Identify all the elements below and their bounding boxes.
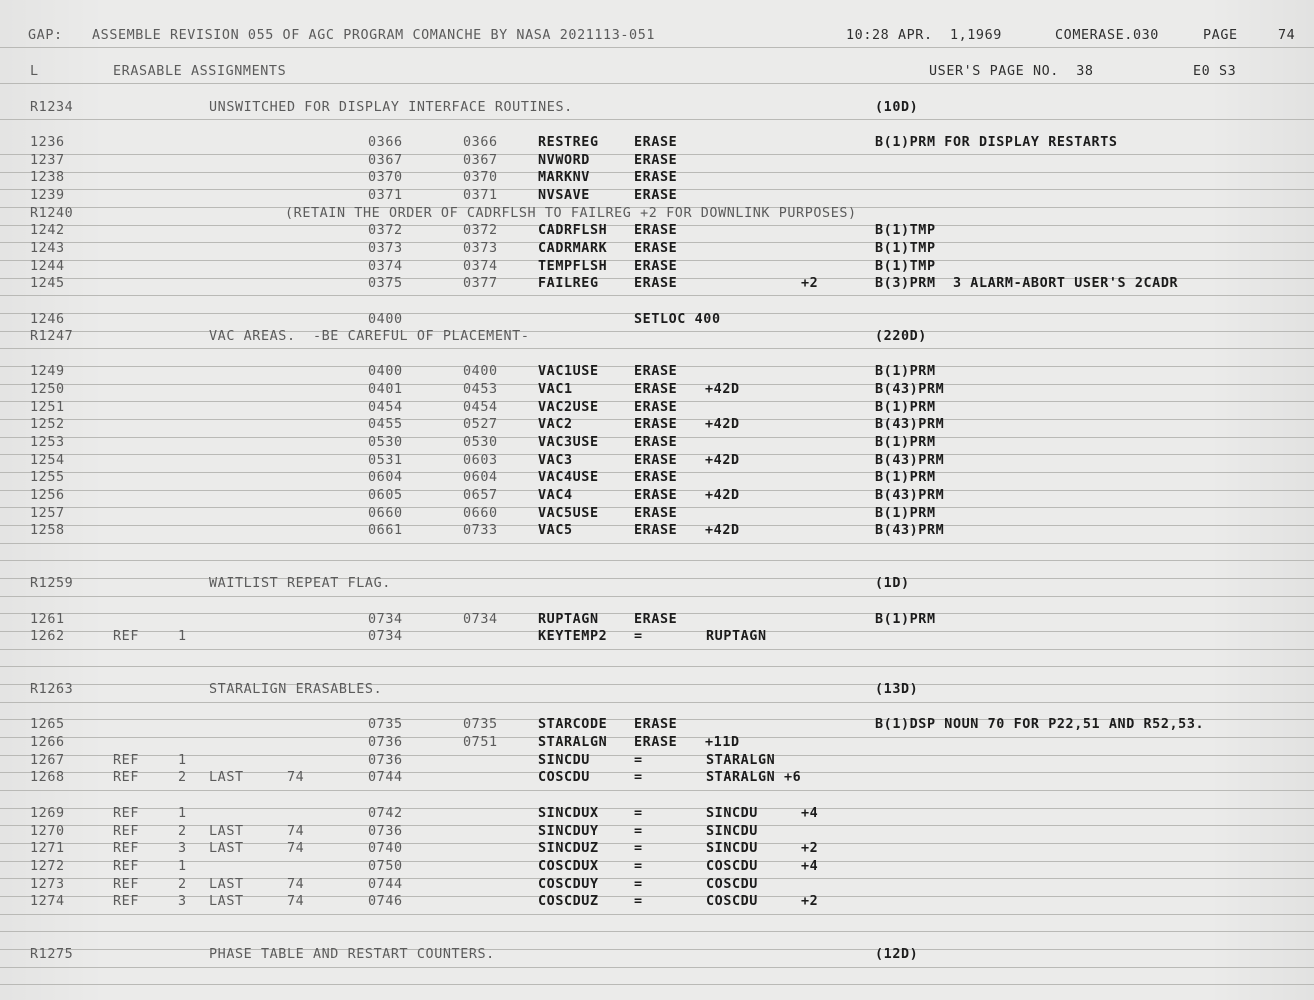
address: 0604 bbox=[368, 470, 403, 485]
last-page: 74 bbox=[287, 841, 305, 856]
end-address: 0604 bbox=[463, 470, 498, 485]
symbol: SINCDUZ bbox=[538, 841, 599, 856]
opcode: ERASE bbox=[634, 382, 678, 397]
end-address: 0734 bbox=[463, 612, 498, 627]
remarks: (12D) bbox=[875, 947, 919, 962]
symbol: COSCDUY bbox=[538, 877, 599, 892]
address: 0375 bbox=[368, 276, 403, 291]
address: 0750 bbox=[368, 859, 403, 874]
listing-line bbox=[0, 522, 1314, 540]
user-page: USER'S PAGE NO. 38 bbox=[929, 64, 1094, 79]
symbol: VAC3USE bbox=[538, 435, 599, 450]
end-address: 0527 bbox=[463, 417, 498, 432]
ruled-line bbox=[0, 984, 1314, 985]
listing-line bbox=[0, 805, 1314, 823]
opcode: ERASE bbox=[634, 259, 678, 274]
symbol: COSCDUZ bbox=[538, 894, 599, 909]
ref-count: 1 bbox=[178, 753, 187, 768]
operand: +42D bbox=[705, 453, 740, 468]
sequence-number: 1250 bbox=[30, 382, 65, 397]
listing-line bbox=[0, 258, 1314, 276]
section-comment: STARALIGN ERASABLES. bbox=[209, 682, 383, 697]
address: 0744 bbox=[368, 877, 403, 892]
opcode: ERASE bbox=[634, 470, 678, 485]
ref-count: 3 bbox=[178, 841, 187, 856]
offset: +2 bbox=[801, 894, 819, 909]
symbol: VAC5 bbox=[538, 523, 573, 538]
sequence-number: R1263 bbox=[30, 682, 74, 697]
end-address: 0373 bbox=[463, 241, 498, 256]
sequence-number: 1238 bbox=[30, 170, 65, 185]
remarks: (10D) bbox=[875, 100, 919, 115]
opcode: ERASE bbox=[634, 276, 678, 291]
opcode: = bbox=[634, 753, 643, 768]
remarks: B(43)PRM bbox=[875, 417, 945, 432]
operand: +42D bbox=[705, 488, 740, 503]
operand: +42D bbox=[705, 417, 740, 432]
operand: COSCDU bbox=[706, 877, 758, 892]
opcode: = bbox=[634, 859, 643, 874]
remarks: B(3)PRM 3 ALARM-ABORT USER'S 2CADR bbox=[875, 276, 1179, 291]
assembly-title: ASSEMBLE REVISION 055 OF AGC PROGRAM COMANCHE BY NASA 2021113-051 bbox=[92, 28, 656, 43]
end-address: 0400 bbox=[463, 364, 498, 379]
sequence-number: 1239 bbox=[30, 188, 65, 203]
listing-line bbox=[0, 452, 1314, 470]
address: 0740 bbox=[368, 841, 403, 856]
end-address: 0370 bbox=[463, 170, 498, 185]
sequence-number: 1269 bbox=[30, 806, 65, 821]
listing-line bbox=[0, 611, 1314, 629]
sequence-number: 1265 bbox=[30, 717, 65, 732]
offset: +4 bbox=[801, 806, 819, 821]
page-number: 74 bbox=[1278, 28, 1296, 43]
ref-count: 2 bbox=[178, 824, 187, 839]
ref-label: REF bbox=[113, 894, 139, 909]
symbol: COSCDU bbox=[538, 770, 590, 785]
last-label: LAST bbox=[209, 824, 244, 839]
ruled-line bbox=[0, 119, 1314, 120]
remarks: B(1)PRM bbox=[875, 435, 936, 450]
symbol: CADRMARK bbox=[538, 241, 608, 256]
end-address: 0657 bbox=[463, 488, 498, 503]
symbol: KEYTEMP2 bbox=[538, 629, 608, 644]
offset: +2 bbox=[801, 276, 819, 291]
sequence-number: R1247 bbox=[30, 329, 74, 344]
ruled-line bbox=[0, 967, 1314, 968]
sequence-number: 1255 bbox=[30, 470, 65, 485]
symbol: RESTREG bbox=[538, 135, 599, 150]
sequence-number: 1246 bbox=[30, 312, 65, 327]
ref-label: REF bbox=[113, 770, 139, 785]
address: 0401 bbox=[368, 382, 403, 397]
remarks: B(43)PRM bbox=[875, 488, 945, 503]
ref-label: REF bbox=[113, 753, 139, 768]
listing-line bbox=[0, 416, 1314, 434]
operand: STARALGN +6 bbox=[706, 770, 802, 785]
listing-line bbox=[0, 575, 1314, 593]
address: 0373 bbox=[368, 241, 403, 256]
address: 0531 bbox=[368, 453, 403, 468]
listing-line bbox=[0, 187, 1314, 205]
remarks: B(1)DSP NOUN 70 FOR P22,51 AND R52,53. bbox=[875, 717, 1205, 732]
end-address: 0377 bbox=[463, 276, 498, 291]
remarks: B(1)PRM bbox=[875, 506, 936, 521]
end-address: 0372 bbox=[463, 223, 498, 238]
remarks: (220D) bbox=[875, 329, 927, 344]
ref-count: 2 bbox=[178, 877, 187, 892]
last-page: 74 bbox=[287, 894, 305, 909]
ruled-line bbox=[0, 702, 1314, 703]
page-label: PAGE bbox=[1203, 28, 1238, 43]
listing-line bbox=[0, 716, 1314, 734]
section-comment: WAITLIST REPEAT FLAG. bbox=[209, 576, 391, 591]
listing-line bbox=[0, 328, 1314, 346]
opcode: = bbox=[634, 824, 643, 839]
last-page: 74 bbox=[287, 877, 305, 892]
symbol: VAC3 bbox=[538, 453, 573, 468]
section-comment: PHASE TABLE AND RESTART COUNTERS. bbox=[209, 947, 495, 962]
operand: RUPTAGN bbox=[706, 629, 767, 644]
ruled-line bbox=[0, 914, 1314, 915]
remarks: B(1)TMP bbox=[875, 223, 936, 238]
remarks: B(1)TMP bbox=[875, 241, 936, 256]
remarks: B(1)PRM bbox=[875, 612, 936, 627]
listing-line bbox=[0, 734, 1314, 752]
listing-line bbox=[0, 840, 1314, 858]
address: 0370 bbox=[368, 170, 403, 185]
remarks: B(43)PRM bbox=[875, 382, 945, 397]
operand: SINCDU bbox=[706, 806, 758, 821]
listing-line bbox=[0, 858, 1314, 876]
end-address: 0371 bbox=[463, 188, 498, 203]
operand: +11D bbox=[705, 735, 740, 750]
ref-label: REF bbox=[113, 859, 139, 874]
listing-line bbox=[0, 363, 1314, 381]
ruled-line bbox=[0, 596, 1314, 597]
timestamp: 10:28 APR. 1,1969 bbox=[846, 28, 1002, 43]
ref-count: 2 bbox=[178, 770, 187, 785]
symbol: FAILREG bbox=[538, 276, 599, 291]
symbol: VAC4USE bbox=[538, 470, 599, 485]
sequence-number: 1243 bbox=[30, 241, 65, 256]
address: 0661 bbox=[368, 523, 403, 538]
operand: STARALGN bbox=[706, 753, 776, 768]
address: 0746 bbox=[368, 894, 403, 909]
symbol: VAC2USE bbox=[538, 400, 599, 415]
symbol: TEMPFLSH bbox=[538, 259, 608, 274]
opcode: = bbox=[634, 894, 643, 909]
operand: SINCDU bbox=[706, 841, 758, 856]
opcode: ERASE bbox=[634, 417, 678, 432]
opcode: ERASE bbox=[634, 170, 678, 185]
header-line bbox=[0, 27, 1314, 45]
end-address: 0453 bbox=[463, 382, 498, 397]
opcode: = bbox=[634, 770, 643, 785]
sequence-number: 1273 bbox=[30, 877, 65, 892]
address: 0736 bbox=[368, 735, 403, 750]
operand: COSCDU bbox=[706, 859, 758, 874]
offset: +2 bbox=[801, 841, 819, 856]
address: 0735 bbox=[368, 717, 403, 732]
list-marker: L bbox=[30, 64, 39, 79]
symbol: NVWORD bbox=[538, 153, 590, 168]
ref-label: REF bbox=[113, 877, 139, 892]
directive: SETLOC 400 bbox=[634, 312, 721, 327]
sequence-number: 1272 bbox=[30, 859, 65, 874]
sequence-number: 1274 bbox=[30, 894, 65, 909]
remarks: B(1)PRM bbox=[875, 364, 936, 379]
listing-line bbox=[0, 628, 1314, 646]
listing-line bbox=[0, 381, 1314, 399]
sequence-number: 1271 bbox=[30, 841, 65, 856]
symbol: CADRFLSH bbox=[538, 223, 608, 238]
end-address: 0660 bbox=[463, 506, 498, 521]
ref-label: REF bbox=[113, 806, 139, 821]
symbol: SINCDUY bbox=[538, 824, 599, 839]
address: 0374 bbox=[368, 259, 403, 274]
listing-line bbox=[0, 134, 1314, 152]
gap-label: GAP: bbox=[28, 28, 63, 43]
wide-comment: (RETAIN THE ORDER OF CADRFLSH TO FAILREG +2 FOR DOWNLINK PURPOSES) bbox=[285, 206, 857, 221]
listing-line bbox=[0, 876, 1314, 894]
sequence-number: 1251 bbox=[30, 400, 65, 415]
symbol: SINCDUX bbox=[538, 806, 599, 821]
subheader-line bbox=[0, 63, 1314, 81]
sequence-number: R1240 bbox=[30, 206, 74, 221]
opcode: ERASE bbox=[634, 188, 678, 203]
end-address: 0530 bbox=[463, 435, 498, 450]
operand: +42D bbox=[705, 382, 740, 397]
opcode: ERASE bbox=[634, 506, 678, 521]
sequence-number: R1275 bbox=[30, 947, 74, 962]
listing-line bbox=[0, 681, 1314, 699]
address: 0734 bbox=[368, 629, 403, 644]
opcode: = bbox=[634, 877, 643, 892]
ref-label: REF bbox=[113, 824, 139, 839]
address: 0660 bbox=[368, 506, 403, 521]
opcode: ERASE bbox=[634, 241, 678, 256]
sequence-number: 1244 bbox=[30, 259, 65, 274]
sequence-number: 1268 bbox=[30, 770, 65, 785]
opcode: ERASE bbox=[634, 153, 678, 168]
operand: COSCDU bbox=[706, 894, 758, 909]
sequence-number: 1256 bbox=[30, 488, 65, 503]
opcode: ERASE bbox=[634, 717, 678, 732]
end-address: 0603 bbox=[463, 453, 498, 468]
sequence-number: 1237 bbox=[30, 153, 65, 168]
listing-line bbox=[0, 752, 1314, 770]
sequence-number: 1253 bbox=[30, 435, 65, 450]
address: 0367 bbox=[368, 153, 403, 168]
listing-line bbox=[0, 434, 1314, 452]
sequence-number: 1236 bbox=[30, 135, 65, 150]
address: 0400 bbox=[368, 312, 403, 327]
sequence-number: 1249 bbox=[30, 364, 65, 379]
address: 0366 bbox=[368, 135, 403, 150]
opcode: = bbox=[634, 629, 643, 644]
opcode: ERASE bbox=[634, 612, 678, 627]
opcode: = bbox=[634, 806, 643, 821]
remarks: (1D) bbox=[875, 576, 910, 591]
last-label: LAST bbox=[209, 841, 244, 856]
offset: +4 bbox=[801, 859, 819, 874]
ref-count: 1 bbox=[178, 859, 187, 874]
ruled-line bbox=[0, 790, 1314, 791]
symbol: COSCDUX bbox=[538, 859, 599, 874]
symbol: STARCODE bbox=[538, 717, 608, 732]
symbol: VAC4 bbox=[538, 488, 573, 503]
ruled-line bbox=[0, 666, 1314, 667]
remarks: B(1)PRM bbox=[875, 470, 936, 485]
operand: +42D bbox=[705, 523, 740, 538]
listing-line bbox=[0, 222, 1314, 240]
address: 0372 bbox=[368, 223, 403, 238]
symbol: VAC1 bbox=[538, 382, 573, 397]
address: 0736 bbox=[368, 753, 403, 768]
ref-count: 1 bbox=[178, 629, 187, 644]
symbol: STARALGN bbox=[538, 735, 608, 750]
listing-line bbox=[0, 893, 1314, 911]
sequence-number: 1245 bbox=[30, 276, 65, 291]
address: 0400 bbox=[368, 364, 403, 379]
opcode: = bbox=[634, 841, 643, 856]
sequence-number: 1266 bbox=[30, 735, 65, 750]
remarks: B(43)PRM bbox=[875, 453, 945, 468]
address: 0371 bbox=[368, 188, 403, 203]
symbol: SINCDU bbox=[538, 753, 590, 768]
sequence-number: 1258 bbox=[30, 523, 65, 538]
section-comment: VAC AREAS. -BE CAREFUL OF PLACEMENT- bbox=[209, 329, 530, 344]
sequence-number: 1261 bbox=[30, 612, 65, 627]
opcode: ERASE bbox=[634, 400, 678, 415]
address: 0530 bbox=[368, 435, 403, 450]
listing-code: E0 S3 bbox=[1193, 64, 1237, 79]
opcode: ERASE bbox=[634, 453, 678, 468]
sequence-number: R1259 bbox=[30, 576, 74, 591]
ruled-line bbox=[0, 348, 1314, 349]
opcode: ERASE bbox=[634, 488, 678, 503]
symbol: VAC1USE bbox=[538, 364, 599, 379]
end-address: 0751 bbox=[463, 735, 498, 750]
ref-count: 3 bbox=[178, 894, 187, 909]
remarks: (13D) bbox=[875, 682, 919, 697]
symbol: VAC5USE bbox=[538, 506, 599, 521]
sequence-number: 1242 bbox=[30, 223, 65, 238]
sequence-number: 1270 bbox=[30, 824, 65, 839]
remarks: B(1)PRM FOR DISPLAY RESTARTS bbox=[875, 135, 1118, 150]
sequence-number: 1267 bbox=[30, 753, 65, 768]
opcode: ERASE bbox=[634, 735, 678, 750]
address: 0734 bbox=[368, 612, 403, 627]
listing-line bbox=[0, 823, 1314, 841]
end-address: 0454 bbox=[463, 400, 498, 415]
ref-count: 1 bbox=[178, 806, 187, 821]
ruled-line bbox=[0, 560, 1314, 561]
operand: SINCDU bbox=[706, 824, 758, 839]
opcode: ERASE bbox=[634, 523, 678, 538]
listing-line bbox=[0, 505, 1314, 523]
listing-line bbox=[0, 946, 1314, 964]
listing-line bbox=[0, 152, 1314, 170]
ref-label: REF bbox=[113, 629, 139, 644]
last-label: LAST bbox=[209, 894, 244, 909]
listing-line bbox=[0, 487, 1314, 505]
end-address: 0366 bbox=[463, 135, 498, 150]
sequence-number: R1234 bbox=[30, 100, 74, 115]
remarks: B(43)PRM bbox=[875, 523, 945, 538]
ruled-line bbox=[0, 543, 1314, 544]
ruled-line bbox=[0, 649, 1314, 650]
sequence-number: 1262 bbox=[30, 629, 65, 644]
opcode: ERASE bbox=[634, 223, 678, 238]
section-comment: UNSWITCHED FOR DISPLAY INTERFACE ROUTINES. bbox=[209, 100, 573, 115]
listing-line bbox=[0, 311, 1314, 329]
listing-line bbox=[0, 99, 1314, 117]
remarks: B(1)TMP bbox=[875, 259, 936, 274]
last-label: LAST bbox=[209, 877, 244, 892]
ref-label: REF bbox=[113, 841, 139, 856]
end-address: 0367 bbox=[463, 153, 498, 168]
ruled-line bbox=[0, 83, 1314, 84]
address: 0736 bbox=[368, 824, 403, 839]
ruled-line bbox=[0, 931, 1314, 932]
last-label: LAST bbox=[209, 770, 244, 785]
section-title: ERASABLE ASSIGNMENTS bbox=[113, 64, 287, 79]
address: 0455 bbox=[368, 417, 403, 432]
ruled-line bbox=[0, 47, 1314, 48]
listing-line bbox=[0, 169, 1314, 187]
sequence-number: 1254 bbox=[30, 453, 65, 468]
symbol: VAC2 bbox=[538, 417, 573, 432]
address: 0605 bbox=[368, 488, 403, 503]
listing-line bbox=[0, 399, 1314, 417]
listing-line bbox=[0, 205, 1314, 223]
listing-line bbox=[0, 469, 1314, 487]
symbol: RUPTAGN bbox=[538, 612, 599, 627]
opcode: ERASE bbox=[634, 435, 678, 450]
address: 0744 bbox=[368, 770, 403, 785]
symbol: MARKNV bbox=[538, 170, 590, 185]
end-address: 0374 bbox=[463, 259, 498, 274]
address: 0742 bbox=[368, 806, 403, 821]
address: 0454 bbox=[368, 400, 403, 415]
listing-line bbox=[0, 769, 1314, 787]
sequence-number: 1252 bbox=[30, 417, 65, 432]
last-page: 74 bbox=[287, 824, 305, 839]
ruled-line bbox=[0, 295, 1314, 296]
remarks: B(1)PRM bbox=[875, 400, 936, 415]
symbol: NVSAVE bbox=[538, 188, 590, 203]
file-name: COMERASE.030 bbox=[1055, 28, 1159, 43]
listing-line bbox=[0, 240, 1314, 258]
listing-line bbox=[0, 275, 1314, 293]
sequence-number: 1257 bbox=[30, 506, 65, 521]
last-page: 74 bbox=[287, 770, 305, 785]
end-address: 0735 bbox=[463, 717, 498, 732]
end-address: 0733 bbox=[463, 523, 498, 538]
opcode: ERASE bbox=[634, 364, 678, 379]
opcode: ERASE bbox=[634, 135, 678, 150]
